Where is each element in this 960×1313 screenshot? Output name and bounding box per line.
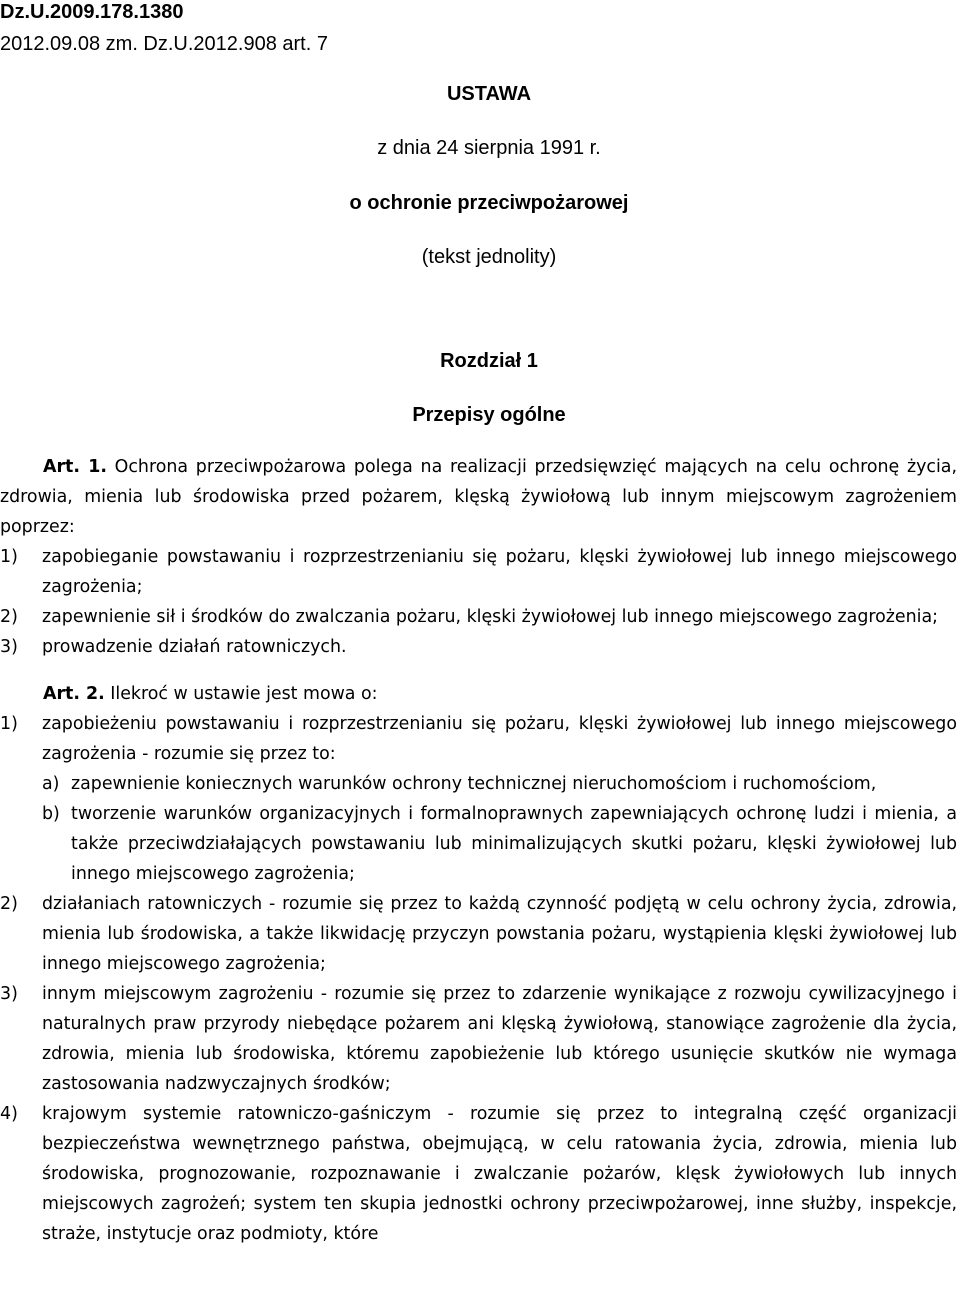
article-1-item-3: 3) prowadzenie działań ratowniczych. (0, 637, 347, 657)
document-body (0, 452, 957, 1249)
article-1-label: Art. 1. (43, 457, 107, 477)
article-2-label: Art. 2. (43, 684, 105, 704)
article-2-item-1-sub-a: a) zapewnienie koniecznych warunków ochrony technicznej nieruchomościom i ruchomościom, (42, 774, 877, 794)
chapter-title: Przepisy ogólne (412, 404, 566, 426)
spacer (0, 662, 957, 679)
act-title: o ochronie przeciwpożarowej (349, 192, 629, 214)
act-type-heading: USTAWA (446, 83, 532, 105)
article-2-item-4: 4) krajowym systemie ratowniczo-gaśniczym - rozumie się przez to integralną część organizacji bezpieczeństwa wewnętrznego państwa, obejmującą, w celu ratowania życia, zdrowia, mienia lub środowiska, prognozowanie, rozpoznawanie i zwalczanie pożarów, klęsk żywiołowych lub innych miejscowych zagrożeń; system ten skupia jednostki ochrony przeciwpożarowej, inne służby, inspekcje, straże, instytucje oraz podmioty, które (0, 1104, 957, 1244)
article-1-intro: Art. 1. Ochrona przeciwpożarowa polega na realizacji przedsięwzięć mających na celu ochronę życia, zdrowia, mienia lub środowiska przed pożarem, klęską żywiołową lub innym miejscowym zagrożeniem poprzez: (0, 457, 957, 537)
article-1-item-1: 1) zapobieganie powstawaniu i rozprzestrzenianiu się pożaru, klęski żywiołowej lub innego miejscowego zagrożenia; (0, 547, 957, 597)
article-2-item-3: 3) innym miejscowym zagrożeniu - rozumie się przez to zdarzenie wynikające z rozwoju cywilizacyjnego i naturalnych praw przyrody niebędące pożarem ani klęską żywiołową, stanowiące zagrożenie dla życia, zdrowia, mienia lub środowiska, któremu zapobieżenie lub którego usunięcie skutków nie wymaga zastosowania nadzwyczajnych środków; (0, 984, 957, 1094)
consolidated-text-note: (tekst jednolity) (421, 246, 557, 268)
act-date: z dnia 24 sierpnia 1991 r. (377, 137, 601, 159)
article-2-intro: Art. 2. Ilekroć w ustawie jest mowa o: (43, 684, 378, 704)
chapter-number: Rozdział 1 (440, 350, 538, 372)
article-2-item-1: 1) zapobieżeniu powstawaniu i rozprzestrzenianiu się pożaru, klęski żywiołowej lub innego miejscowego zagrożenia - rozumie się przez to: (0, 714, 957, 764)
amendment-reference: 2012.09.08 zm. Dz.U.2012.908 art. 7 (0, 33, 328, 55)
article-2-item-2: 2) działaniach ratowniczych - rozumie się przez to każdą czynność podjętą w celu ochrony życia, zdrowia, mienia lub środowiska, a także likwidację przyczyn powstania pożaru, wystąpienia klęski żywiołowej lub innego miejscowego zagrożenia; (0, 894, 957, 974)
article-1-item-2: 2) zapewnienie sił i środków do zwalczania pożaru, klęski żywiołowej lub innego miejscowego zagrożenia; (0, 607, 938, 627)
journal-reference: Dz.U.2009.178.1380 (0, 1, 184, 23)
article-2-item-1-sub-b: b) tworzenie warunków organizacyjnych i formalnoprawnych zapewniających ochronę ludzi i mienia, a także przeciwdziałających powstawaniu lub minimalizujących skutki pożaru, klęski żywiołowej lub innego miejscowego zagrożenia; (42, 804, 957, 884)
